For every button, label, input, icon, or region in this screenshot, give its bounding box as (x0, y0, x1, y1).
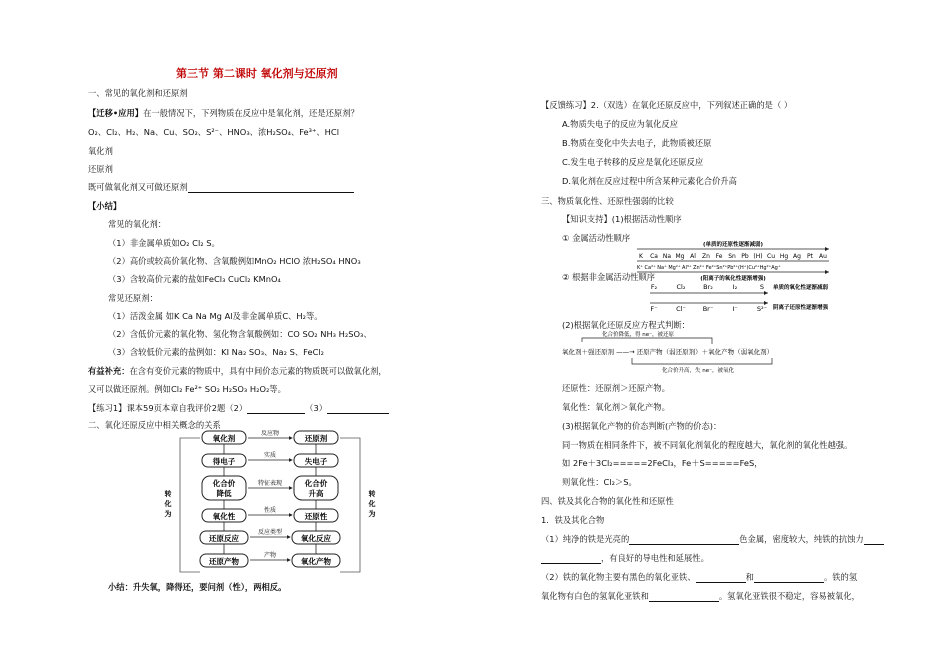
side-right-char-3: 为 (368, 510, 376, 518)
oxidant-item-2: （2）高价或较高价氧化物、含氧酸例如MnO₂ HClO 浓H₂SO₄ HNO₃ (108, 256, 361, 266)
subsection-iron: 1．铁及其化合物 (541, 515, 605, 525)
reductant-item-2: （2）含低价元素的氧化物、氢化物含氧酸例如：CO SO₂ NH₃ H₂SO₃、 (108, 329, 372, 339)
iron-example: 如 2Fe＋3Cl₂=====2FeCl₃，Fe＋S=====FeS， (562, 458, 763, 468)
nonmetal-arrowhead-1 (764, 291, 768, 295)
iron-p2-text-c: 。铁的氢 (823, 572, 858, 582)
option-c[interactable]: C.发生电子转移的反应是氧化还原反应 (562, 157, 704, 167)
reducing-rule: 还原性：还原剂＞还原产物。 (562, 383, 670, 393)
answer-blank-ex1-3[interactable] (327, 404, 389, 414)
iron-property-line-2 (541, 553, 709, 564)
iron-p1-text-b: 色金属，密度较大，纯铁的抗蚀力 (739, 534, 864, 544)
iron-p1-text-a: （1）纯净的铁是光亮的 (541, 534, 630, 544)
node-reducing-label: 还原性 (304, 512, 328, 521)
nonmetal-ion-2: Br⁻ (702, 305, 714, 313)
side-left-char-3: 为 (164, 510, 172, 518)
application-label: 【迁移•应用】 (88, 108, 144, 118)
nonmetal-ion-row (650, 305, 767, 313)
answer-blank-oxide-1[interactable] (696, 573, 746, 583)
node-valence-decrease-l1: 化合价 (212, 479, 236, 488)
edge-reaction-type-label: 反应类型 (257, 529, 283, 536)
section-4-heading: 四、铁及其化合物的氧化性和还原性 (541, 496, 674, 506)
metal-element-2: Na (662, 253, 672, 260)
supplement-text: 在含有变价元素的物质中，具有中间价态元素的物质既可以做氧化剂， (129, 366, 387, 376)
iron-hydroxide-line (541, 591, 860, 602)
nonmetal-ion-4: S²⁻ (756, 305, 768, 313)
example-conclusion: 则氧化性：Cl₂＞S。 (562, 477, 637, 487)
summary-heading: 【小结】 (88, 201, 122, 211)
side-left-char-2: 化 (164, 500, 172, 508)
metal-element-10: Cu (767, 253, 775, 260)
equation-bottom-label: 化合价升高，失 ne⁻，被氧化 (662, 368, 735, 374)
nonmetal-element-4: S (759, 283, 765, 291)
application-line (88, 108, 359, 119)
oxidizing-rule: 氧化性：氧化剂＞氧化产物。 (562, 402, 670, 412)
metal-bottom-arrowhead (825, 270, 829, 274)
knowledge-support-label: 【知识支持】 (562, 214, 612, 224)
node-reduction-product-label: 还原产物 (209, 557, 239, 566)
equation-method-heading: (2)根据氧化还原反应方程式判断： (562, 320, 690, 330)
equation-bottom-bracket (632, 358, 772, 364)
edge-property-label: 性质 (263, 507, 277, 514)
node-valence-increase-l2: 升高 (308, 489, 324, 498)
edge-essence-label: 实质 (263, 452, 277, 459)
edge-feature-label: 特征表现 (257, 480, 283, 487)
nonmetal-ion-0: F⁻ (650, 305, 658, 313)
metal-activity-heading: ① 金属活动性顺序 (562, 233, 631, 243)
metal-element-1: Ca (650, 253, 658, 260)
metal-element-row (639, 253, 827, 260)
answer-blank-hydroxide[interactable] (649, 592, 719, 602)
metal-element-14: Au (819, 253, 827, 260)
equation-top-bracket (582, 338, 712, 344)
metal-element-7: Sn (728, 253, 736, 260)
knowledge-support-1: (1)根据活动性顺序 (611, 214, 682, 224)
node-reductant-label: 还原剂 (304, 434, 328, 443)
metal-ion-row: K⁺ Ca²⁺ Na⁺ Mg²⁺ Al³⁺ Zn²⁺ Fe²⁺Sn²⁺Pb²⁺(H⁺)Cu²⁺Hg²⁺Ag⁺ (637, 265, 781, 271)
metal-element-12: Ag (793, 253, 801, 260)
nonmetal-ion-1: Cl⁻ (676, 305, 686, 313)
nonmetal-activity-figure (648, 281, 828, 315)
feedback-label: 【反馈练习】 (541, 100, 591, 110)
node-gain-electron-label: 得电子 (212, 457, 236, 466)
option-b[interactable]: B.物质在变化中失去电子，此物质被还原 (562, 138, 712, 148)
iron-property-line-1 (541, 534, 884, 545)
iron-p3-text-b: 。氢氧化亚铁很不稳定，容易被氧化， (718, 591, 860, 601)
oxidant-label: 氧化剂 (88, 146, 113, 156)
section-3-heading: 三、物质氧化性、还原性强弱的比较 (541, 196, 674, 206)
right-loop-line (340, 438, 360, 572)
nonmetal-top-label: 单质的氧化性逐渐减弱 (773, 285, 828, 291)
nonmetal-element-row (651, 283, 764, 291)
answer-blank-corrosion[interactable] (864, 535, 884, 545)
supplement-text-2: 又可以做还原剂。例如Cl₂ Fe²⁺ SO₂ H₂SO₃ H₂O₂等。 (88, 384, 286, 394)
side-right-char-1: 转 (368, 490, 376, 498)
iron-p3-text-a: 氧化物有白色的氢氧化亚铁和 (541, 591, 649, 601)
metal-top-label: (单质的还原性逐渐减弱) (702, 242, 764, 248)
supplement-line (88, 366, 387, 377)
nonmetal-element-2: Br₂ (703, 283, 713, 291)
application-question: 在一般情况下，下列物质在反应中是氧化剂，还是还原剂？ (143, 108, 359, 118)
oxidant-item-1: （1）非金属单质如O₂ Cl₂ S。 (108, 238, 220, 248)
node-lose-electron-label: 失电子 (304, 457, 328, 466)
answer-blank-oxide-2[interactable] (754, 573, 824, 583)
exercise-1 (88, 403, 389, 414)
both-label: 既可做氧化剂又可做还原剂 (88, 182, 188, 192)
metal-element-6: Fe (715, 253, 723, 260)
feedback-text: 2.（双选）在氧化还原反应中，下列叙述正确的是（ ） (590, 100, 793, 110)
left-loop-line (180, 438, 200, 572)
concept-relationship-diagram (160, 430, 400, 580)
supplement-label: 有益补充： (88, 366, 130, 376)
equation-top-label: 化合价降低，得 ne⁻，被还原 (602, 332, 675, 338)
reductant-item-1: （1）活泼金属 如K Ca Na Mg Al及非金属单质C、H₂等。 (108, 311, 323, 321)
reductant-label: 还原剂 (88, 164, 113, 174)
metal-element-5: Zn (702, 253, 710, 260)
nonmetal-element-1: Cl₂ (676, 283, 686, 291)
nonmetal-activity-heading: ② 根据非金属活动性顺序 (562, 272, 656, 282)
nonmetal-element-0: F₂ (650, 283, 658, 291)
product-valence-text: 同一物质在相同条件下，被不同氧化剂氧化的程度越大，氧化剂的氧化性越强。 (562, 440, 853, 450)
knowledge-support-line (562, 214, 682, 225)
metal-top-arrowhead (825, 247, 829, 251)
node-oxidizing-label: 氧化性 (212, 512, 236, 521)
side-left-char-1: 转 (164, 490, 172, 498)
both-line (88, 182, 354, 193)
reductant-item-3: （3）含较低价元素的盐例如：KI Na₂ SO₃、Na₂ S、FeCl₂ (108, 347, 325, 357)
metal-bottom-label: (阳离子的氧化性逐渐增强) (700, 276, 766, 282)
node-valence-increase-l1: 化合价 (304, 479, 328, 488)
oxidant-item-3: （3）含较高价元素的盐如FeCl₃ CuCl₂ KMnO₄ (108, 274, 281, 284)
species-list: O₂、Cl₂、H₂、Na、Cu、SO₂、S²⁻、HNO₃、浓H₂SO₄、Fe³⁺、HCl (88, 127, 340, 137)
node-valence-decrease-l2: 降低 (216, 489, 232, 498)
redox-equation-figure (562, 328, 832, 376)
node-oxidant-label: 氧化剂 (212, 434, 236, 443)
metal-element-0: K (639, 253, 643, 260)
section-1-heading: 一、常见的氧化剂和还原剂 (88, 88, 188, 98)
metal-element-9: (H) (753, 253, 763, 260)
answer-blank-both[interactable] (188, 183, 354, 193)
equation-main: 氧化剂＋强还原剂 ——→ 还原产物（弱还原剂）＋氧化产物（弱氧化剂） (562, 348, 774, 356)
common-oxidants-heading: 常见的氧化剂： (108, 219, 167, 229)
page-title: 第三节 第二课时 氧化剂与还原剂 (176, 67, 338, 80)
iron-p2-text-b: 和 (745, 572, 754, 582)
section-2-heading: 二、氧化还原反应中相关概念的关系 (88, 420, 221, 430)
option-a[interactable]: A.物质失电子的反应为氧化反应 (562, 119, 679, 129)
option-d[interactable]: D.氧化剂在反应过程中所含某种元素化合价升高 (562, 176, 737, 186)
node-reduction-reaction-label: 还原反应 (209, 534, 239, 543)
edge-reactant-label: 反应物 (260, 430, 280, 437)
feedback-question (541, 100, 792, 111)
common-reductants-heading: 常见还原剂： (108, 293, 158, 303)
metal-element-13: Pt (807, 253, 813, 260)
edge-product-label: 产物 (263, 552, 277, 559)
exercise-1-text: 【练习1】课本59页本章自我评价2题（2） (88, 403, 248, 413)
metal-element-3: Mg (675, 253, 685, 260)
metal-element-11: Hg (779, 253, 789, 260)
metal-element-8: Pb (741, 253, 749, 260)
iron-p2-text-a: （2）铁的氧化物主要有黑色的氧化亚铁、 (541, 572, 696, 582)
iron-p1-text-c: ，有良好的导电性和延展性。 (601, 553, 709, 563)
answer-blank-ex1-2[interactable] (247, 404, 305, 414)
metal-element-4: Al (690, 253, 696, 260)
diagram-conclusion: 小结：升失氧，降得还，要问剂（性），两相反。 (108, 582, 287, 592)
nonmetal-ion-3: I⁻ (732, 305, 738, 313)
exercise-1-part-3: （3） (305, 403, 328, 413)
nonmetal-bottom-label: 阴离子还原性逐渐增强 (773, 305, 828, 311)
answer-blank-iron-color[interactable] (629, 535, 739, 545)
metal-activity-figure (633, 240, 833, 284)
product-valence-heading: (3)根据氧化产物的价态判断(产物的价态)： (562, 421, 722, 431)
node-oxidation-product-label: 氧化产物 (301, 557, 331, 566)
side-right-char-2: 化 (368, 500, 376, 508)
iron-oxide-line (541, 572, 857, 583)
nonmetal-element-3: I₂ (732, 283, 738, 291)
answer-blank-corrosion-2[interactable] (541, 554, 601, 564)
node-oxidation-reaction-label: 氧化反应 (301, 534, 331, 543)
